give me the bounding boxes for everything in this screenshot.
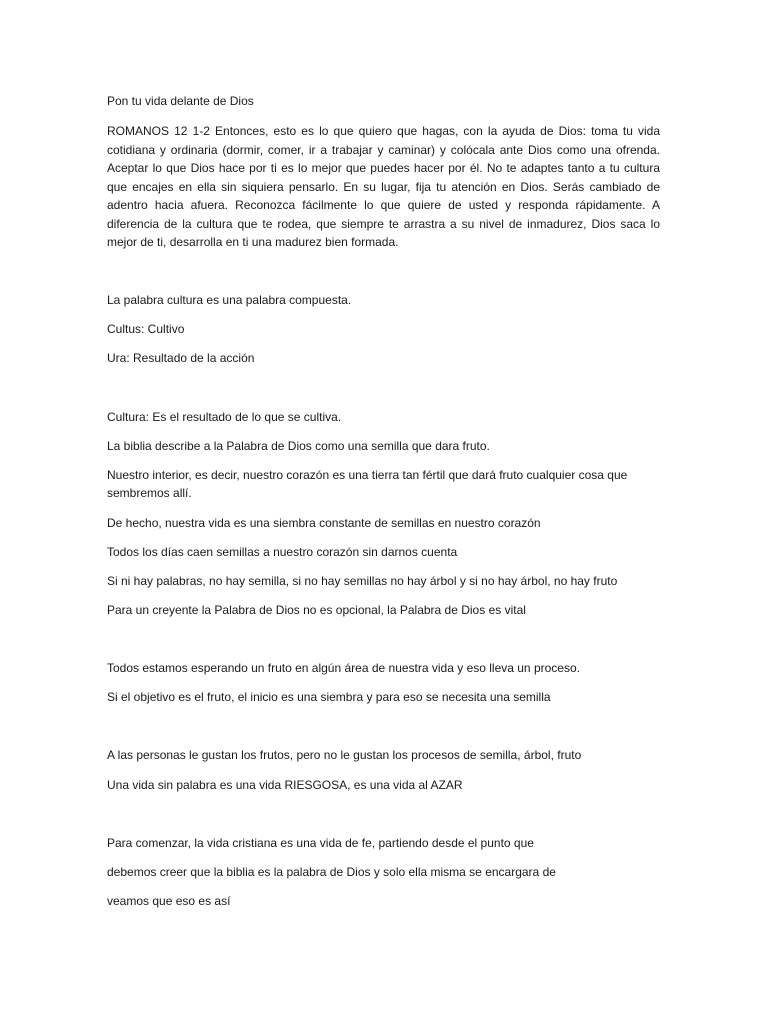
text-line: Todos estamos esperando un fruto en algún área de nuestra vida y eso lleva un proceso. [107,661,580,675]
text-line: Para un creyente la Palabra de Dios no es opcional, la Palabra de Dios es vital [107,603,526,617]
text-line: Ura: Resultado de la acción [107,351,255,365]
text-line: Si el objetivo es el fruto, el inicio es una siembra y para eso se necesita una semilla [107,690,551,704]
text-line: veamos que eso es así [107,894,231,908]
text-line: A las personas le gustan los frutos, pero no le gustan los procesos de semilla, árbol, fruto [107,748,582,762]
text-line: De hecho, nuestra vida es una siembra constante de semillas en nuestro corazón [107,516,541,530]
text-line: Todos los días caen semillas a nuestro corazón sin darnos cuenta [107,545,458,559]
text-line: Para comenzar, la vida cristiana es una vida de fe, partiendo desde el punto que [107,836,534,850]
text-line: Cultura: Es el resultado de lo que se cultiva. [107,410,342,424]
document-title: Pon tu vida delante de Dios [107,94,254,108]
text-line: sembremos allí. [107,486,192,500]
intro-paragraph: ROMANOS 12 1-2 Entonces, esto es lo que quiero que hagas, con la ayuda de Dios: toma tu vida cotidiana y ordinaria (dormir, comer, ir a trabajar y caminar) y colócala ante Dios como una ofrenda. Aceptar lo que Dios hace por ti es lo mejor que puedes hacer por él. No te adaptes tanto a tu cultura que encajes en ella sin siquiera pensarlo. En su lugar, fija tu atención en Dios. Serás cambiado de adentro hacia afuera. Reconozca fácilmente lo que quiere de usted y responda rápidamente. A diferencia de la cultura que te rodea, que siempre te arrastra a su nivel de inmadurez, Dios saca lo mejor de ti, desarrolla en ti una madurez bien formada. [107,124,660,249]
text-line: Una vida sin palabra es una vida RIESGOSA, es una vida al AZAR [107,778,463,792]
text-line: La palabra cultura es una palabra compuesta. [107,293,352,307]
text-line: Cultus: Cultivo [107,322,185,336]
text-line: Si ni hay palabras, no hay semilla, si no hay semillas no hay árbol y si no hay árbol, no hay fruto [107,574,618,588]
text-line: debemos creer que la biblia es la palabra de Dios y solo ella misma se encargara de [107,865,556,879]
text-line: La biblia describe a la Palabra de Dios como una semilla que dara fruto. [107,439,490,453]
text-line: Nuestro interior, es decir, nuestro corazón es una tierra tan fértil que dará fruto cualquier cosa que [107,468,628,482]
